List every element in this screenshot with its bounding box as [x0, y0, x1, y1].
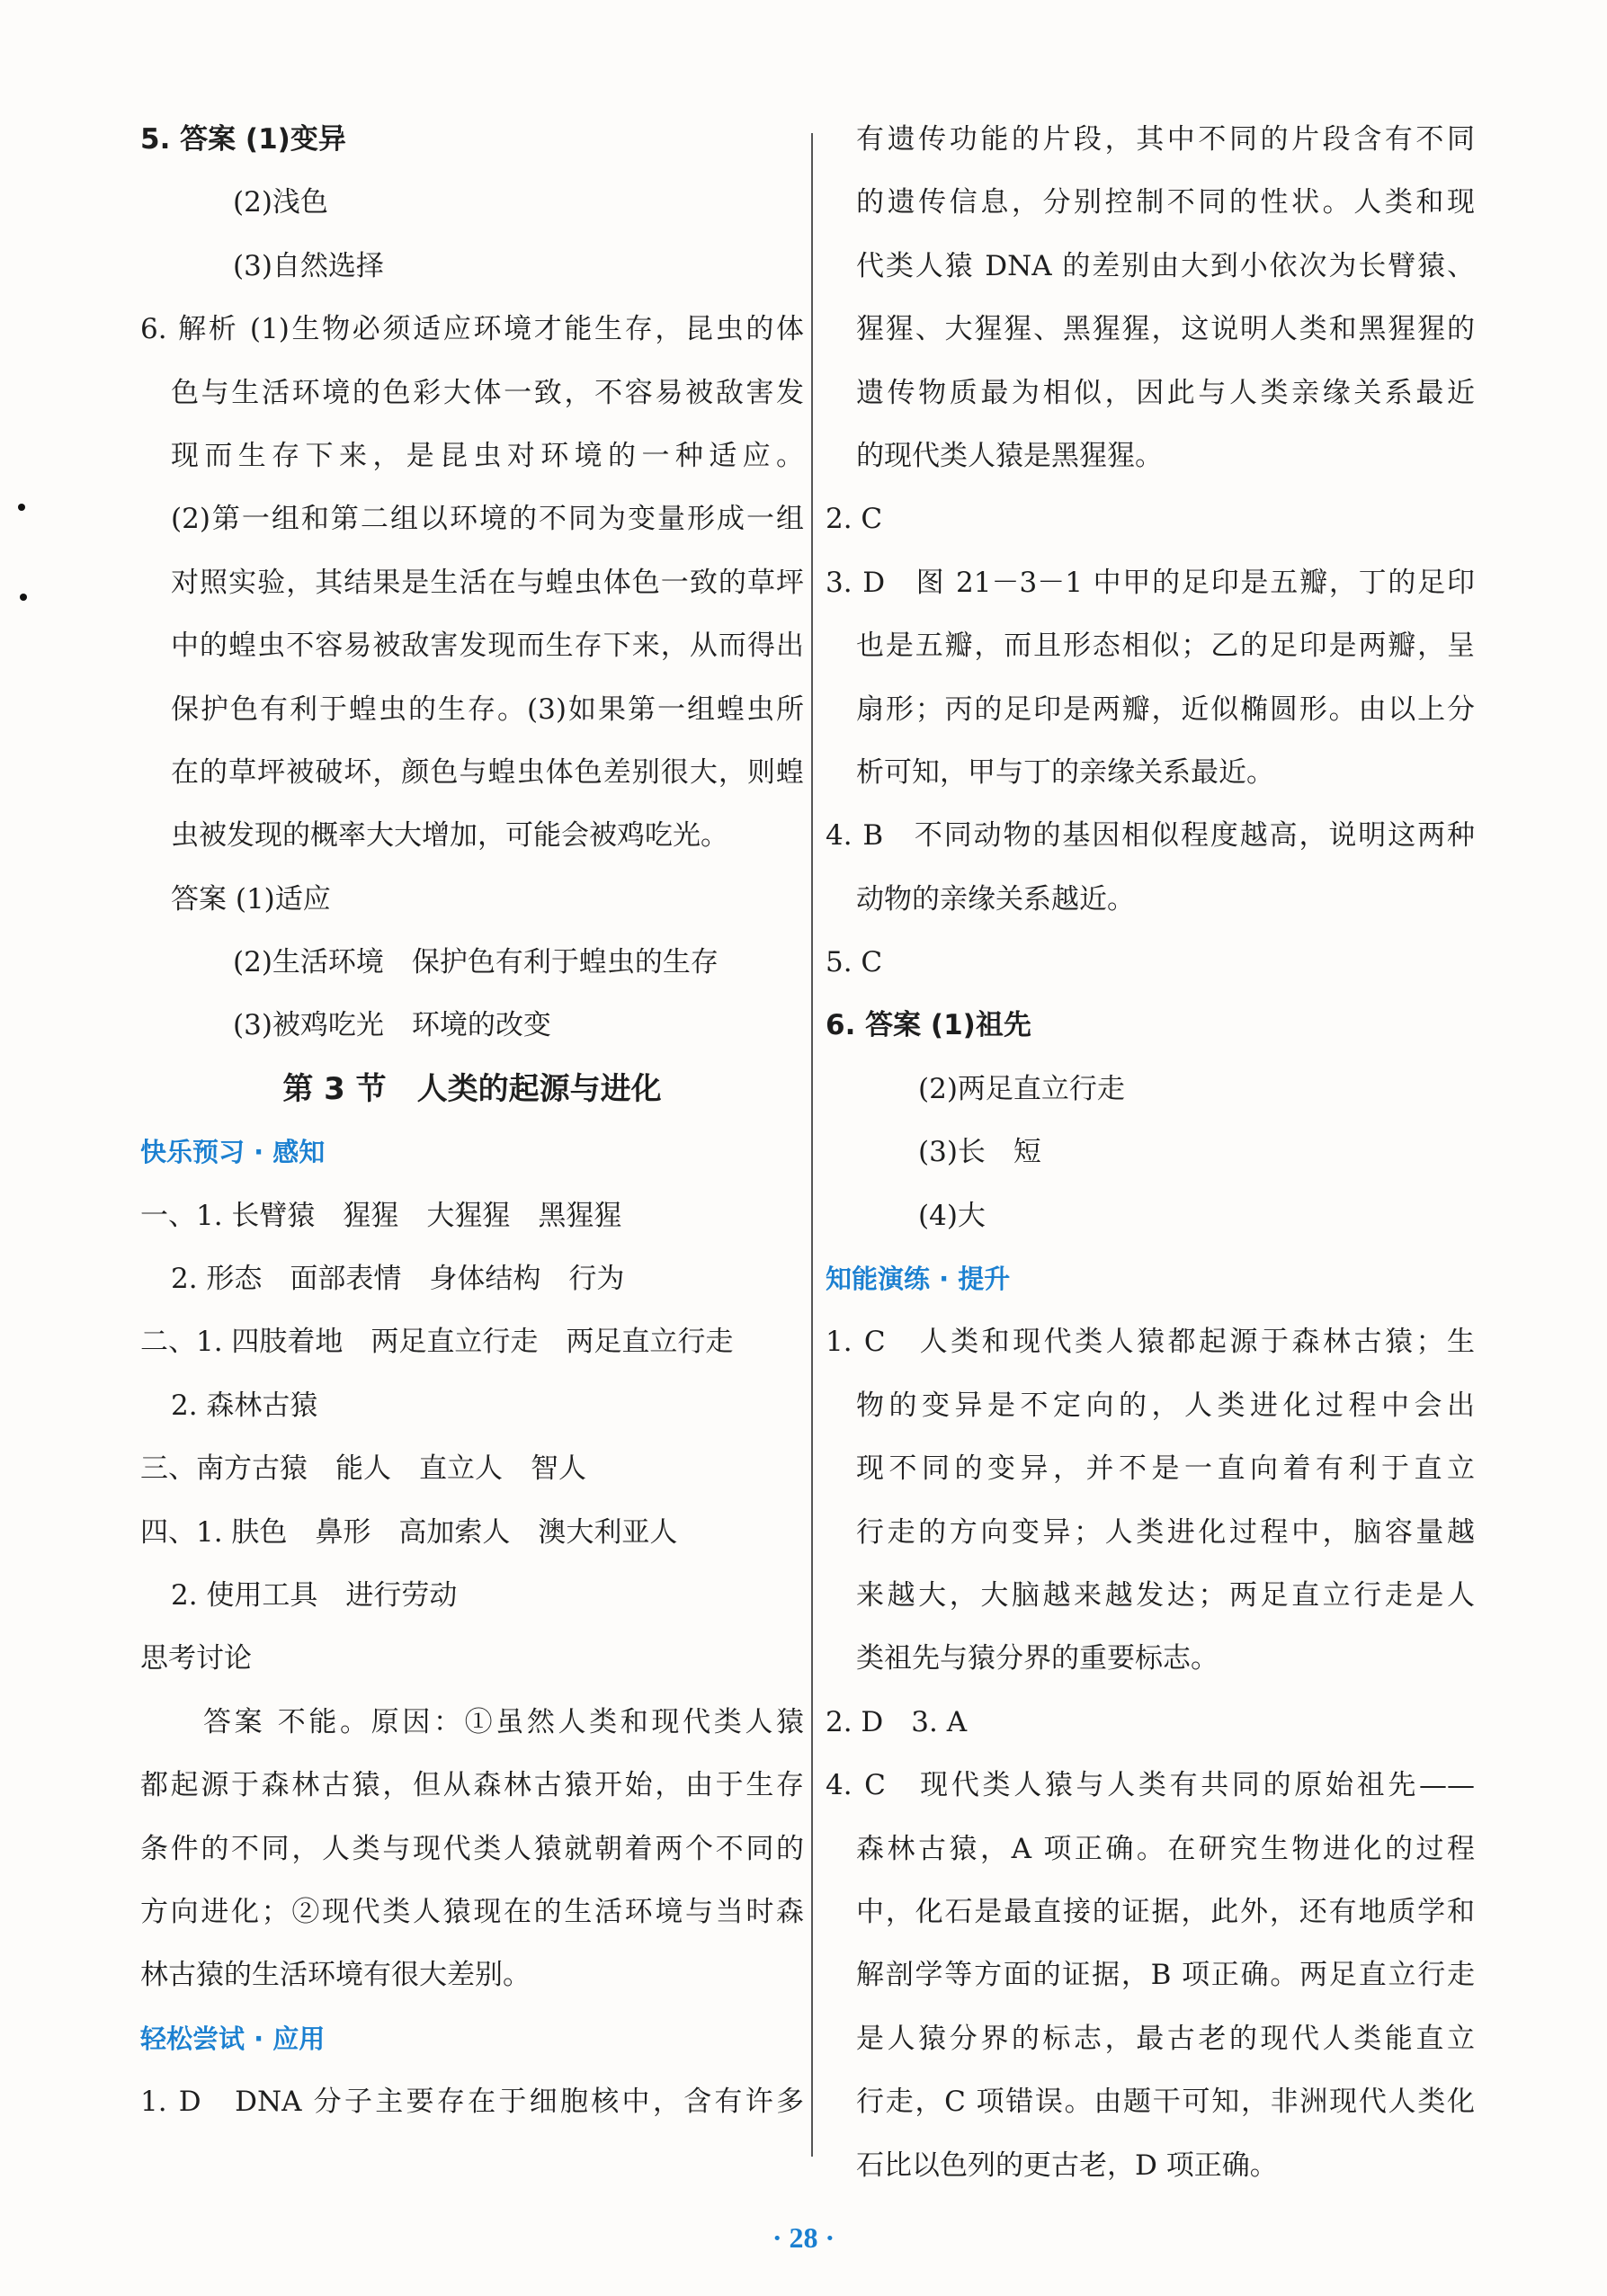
text-line: 中，化石是最直接的证据，此外，还有地质学和	[856, 1895, 1475, 1928]
list-item: 2. 森林古猿	[171, 1389, 318, 1422]
text-line: 是人猿分界的标志，最古老的现代人类能直立	[856, 2022, 1475, 2055]
scan-speck	[18, 504, 25, 511]
subsection-heading: 知能演练 · 提升	[826, 1264, 1011, 1295]
answer-3: 3. D 图 21－3－1 中甲的足印是五瓣，丁的足印	[826, 566, 1475, 599]
analysis-6: 6. 解析 (1)生物必须适应环境才能生存，昆虫的体	[140, 313, 804, 346]
text-line: 的遗传信息，分别控制不同的性状。人类和现	[856, 186, 1475, 219]
text-line: 物的变异是不定向的，人类进化过程中会出	[856, 1389, 1475, 1422]
answer-line: (2)两足直立行走	[918, 1072, 1125, 1105]
answer-5: 5. 答案 (1)变异	[140, 123, 346, 156]
text-line: 解剖学等方面的证据，B 项正确。两足直立行走	[856, 1959, 1475, 1992]
answer-line: (2)浅色	[233, 186, 328, 219]
column-divider	[811, 133, 813, 2157]
answer-line: (3)自然选择	[233, 249, 384, 282]
text-line: 析可知，甲与丁的亲缘关系最近。	[856, 755, 1274, 789]
text-line: 行走，C 项错误。由题干可知，非洲现代人类化	[856, 2086, 1475, 2119]
text-line: 猩猩、大猩猩、黑猩猩，这说明人类和黑猩猩的	[856, 313, 1475, 346]
answer-line: (2)生活环境 保护色有利于蝗虫的生存	[233, 946, 719, 979]
answer-4: 4. C 现代类人猿与人类有共同的原始祖先——	[826, 1769, 1475, 1802]
text-line: 现不同的变异，并不是一直向着有利于直立	[856, 1452, 1475, 1486]
text-line: 都起源于森林古猿，但从森林古猿开始，由于生存	[140, 1769, 804, 1802]
answer-6: 6. 答案 (1)祖先	[826, 1009, 1031, 1042]
section-title: 第 3 节 人类的起源与进化	[282, 1070, 662, 1107]
answer-label-line: 答案 (1)适应	[171, 882, 331, 916]
text-line: 在的草坪被破坏，颜色与蝗虫体色差别很大，则蝗	[171, 755, 804, 789]
text-line: 虫被发现的概率大大增加，可能会被鸡吃光。	[171, 819, 728, 853]
answer-4: 4. B 不同动物的基因相似程度越高，说明这两种	[826, 819, 1475, 853]
discussion-heading: 思考讨论	[140, 1642, 252, 1675]
text-line: 动物的亲缘关系越近。	[856, 882, 1135, 916]
text-line: 森林古猿，A 项正确。在研究生物进化的过程	[856, 1832, 1475, 1865]
text-line: 类祖先与猿分界的重要标志。	[856, 1642, 1219, 1675]
text-line: 来越大，大脑越来越发达；两足直立行走是人	[856, 1578, 1475, 1612]
subsection-heading: 轻松尝试 · 应用	[140, 2023, 326, 2054]
text-line: 条件的不同，人类与现代类人猿就朝着两个不同的	[140, 1832, 804, 1865]
text-line: 现而生存下来，是昆虫对环境的一种适应。	[171, 439, 804, 472]
text-line: 代类人猿 DNA 的差别由大到小依次为长臂猿、	[856, 249, 1475, 282]
text-line: 保护色有利于蝗虫的生存。(3)如果第一组蝗虫所	[171, 692, 804, 726]
text-line: 有遗传功能的片段，其中不同的片段含有不同	[856, 123, 1475, 156]
list-item: 二、1. 四肢着地 两足直立行走 两足直立行走	[140, 1326, 734, 1359]
answer-line: (3)长 短	[918, 1136, 1041, 1169]
text-line: 林古猿的生活环境有很大差别。	[140, 1959, 531, 1992]
text-line: 遗传物质最为相似，因此与人类亲缘关系最近	[856, 376, 1475, 409]
list-item: 三、南方古猿 能人 直立人 智人	[140, 1452, 586, 1486]
text-line: 也是五瓣，而且形态相似；乙的足印是两瓣，呈	[856, 630, 1475, 663]
text-line: 扇形；丙的足印是两瓣，近似椭圆形。由以上分	[856, 692, 1475, 726]
answer-line: (4)大	[918, 1199, 986, 1232]
text-line: 的现代类人猿是黑猩猩。	[856, 439, 1163, 472]
answer-5: 5. C	[826, 946, 883, 979]
list-item: 2. 形态 面部表情 身体结构 行为	[171, 1263, 625, 1296]
left-column	[140, 108, 804, 2134]
text-line: 中的蝗虫不容易被敌害发现而生存下来，从而得出	[171, 630, 804, 663]
answer-1: 1. D DNA 分子主要存在于细胞核中，含有许多	[140, 2086, 804, 2119]
text-line: 方向进化；②现代类人猿现在的生活环境与当时森	[140, 1895, 804, 1928]
answer-line: (3)被鸡吃光 环境的改变	[233, 1009, 551, 1042]
text-line: 石比以色列的更古老，D 项正确。	[856, 2149, 1278, 2182]
list-item: 2. 使用工具 进行劳动	[171, 1578, 458, 1612]
list-item: 四、1. 肤色 鼻形 高加索人 澳大利亚人	[140, 1515, 678, 1549]
text-line: (2)第一组和第二组以环境的不同为变量形成一组	[171, 503, 804, 536]
answer-2-3: 2. D 3. A	[826, 1705, 968, 1738]
text-line: 色与生活环境的色彩大体一致，不容易被敌害发	[171, 376, 804, 409]
text-line: 行走的方向变异；人类进化过程中，脑容量越	[856, 1515, 1475, 1549]
page-number: · 28 ·	[772, 2221, 835, 2254]
text-line: 对照实验，其结果是生活在与蝗虫体色一致的草坪	[171, 566, 804, 599]
scan-speck	[20, 594, 27, 601]
answer-2: 2. C	[826, 503, 883, 536]
list-item: 一、1. 长臂猿 猩猩 大猩猩 黑猩猩	[140, 1199, 622, 1232]
right-column	[826, 108, 1475, 2197]
text-line: 答案 不能。原因：①虽然人类和现代类人猿	[203, 1705, 804, 1738]
subsection-heading: 快乐预习 · 感知	[140, 1137, 326, 1168]
answer-1: 1. C 人类和现代类人猿都起源于森林古猿；生	[826, 1326, 1475, 1359]
